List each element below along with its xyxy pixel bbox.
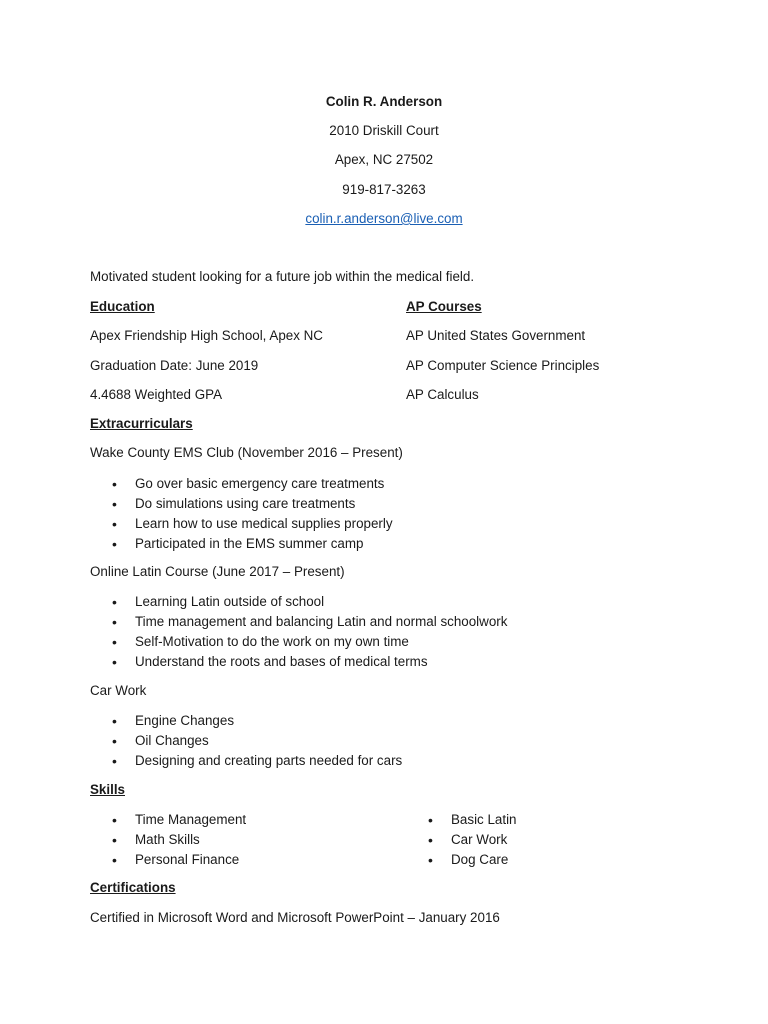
skill-item: • Time Management	[90, 810, 246, 830]
education-heading: Education	[90, 299, 155, 314]
bullet-item: • Designing and creating parts needed for cars	[90, 751, 402, 771]
address-city: Apex, NC 27502	[334, 152, 434, 167]
skill-item: • Car Work	[406, 830, 517, 850]
skill-item: • Dog Care	[406, 850, 517, 870]
bullet-item: • Participated in the EMS summer camp	[90, 534, 393, 554]
activity-bullet-list	[90, 592, 507, 672]
skill-item: • Math Skills	[90, 830, 246, 850]
email-link[interactable]: colin.r.anderson@live.com	[305, 211, 463, 226]
address-street: 2010 Driskill Court	[329, 123, 439, 138]
extracurriculars-heading: Extracurriculars	[90, 416, 193, 431]
bullet-item: • Self-Motivation to do the work on my own time	[90, 632, 507, 652]
education-graduation: Graduation Date: June 2019	[90, 358, 259, 373]
ap-courses-heading: AP Courses	[406, 299, 482, 314]
skills-list-right	[406, 810, 517, 870]
bullet-item: • Oil Changes	[90, 731, 402, 751]
certifications-heading: Certifications	[90, 880, 176, 895]
skills-heading: Skills	[90, 782, 125, 797]
skill-item: • Basic Latin	[406, 810, 517, 830]
education-school: Apex Friendship High School, Apex NC	[90, 328, 323, 343]
certification-text: Certified in Microsoft Word and Microsoft PowerPoint – January 2016	[90, 910, 500, 925]
skills-list-left	[90, 810, 246, 870]
bullet-item: • Do simulations using care treatments	[90, 494, 393, 514]
activity-title: Wake County EMS Club (November 2016 – Present)	[90, 445, 403, 460]
phone-number: 919-817-3263	[342, 182, 426, 197]
bullet-item: • Learn how to use medical supplies properly	[90, 514, 393, 534]
bullet-item: • Learning Latin outside of school	[90, 592, 507, 612]
ap-course-item: AP Computer Science Principles	[406, 358, 600, 373]
activity-title: Online Latin Course (June 2017 – Present)	[90, 564, 345, 579]
bullet-item: • Time management and balancing Latin and normal schoolwork	[90, 612, 507, 632]
bullet-item: • Understand the roots and bases of medical terms	[90, 652, 507, 672]
activity-title: Car Work	[90, 683, 147, 698]
activity-bullet-list	[90, 474, 393, 554]
skill-item: • Personal Finance	[90, 850, 246, 870]
objective-statement: Motivated student looking for a future job within the medical field.	[90, 269, 475, 284]
activity-bullet-list	[90, 711, 402, 771]
bullet-item: • Go over basic emergency care treatments	[90, 474, 393, 494]
bullet-item: • Engine Changes	[90, 711, 402, 731]
education-gpa: 4.4688 Weighted GPA	[90, 387, 223, 402]
resume-name: Colin R. Anderson	[325, 94, 443, 109]
ap-course-item: AP Calculus	[406, 387, 479, 402]
ap-course-item: AP United States Government	[406, 328, 586, 343]
